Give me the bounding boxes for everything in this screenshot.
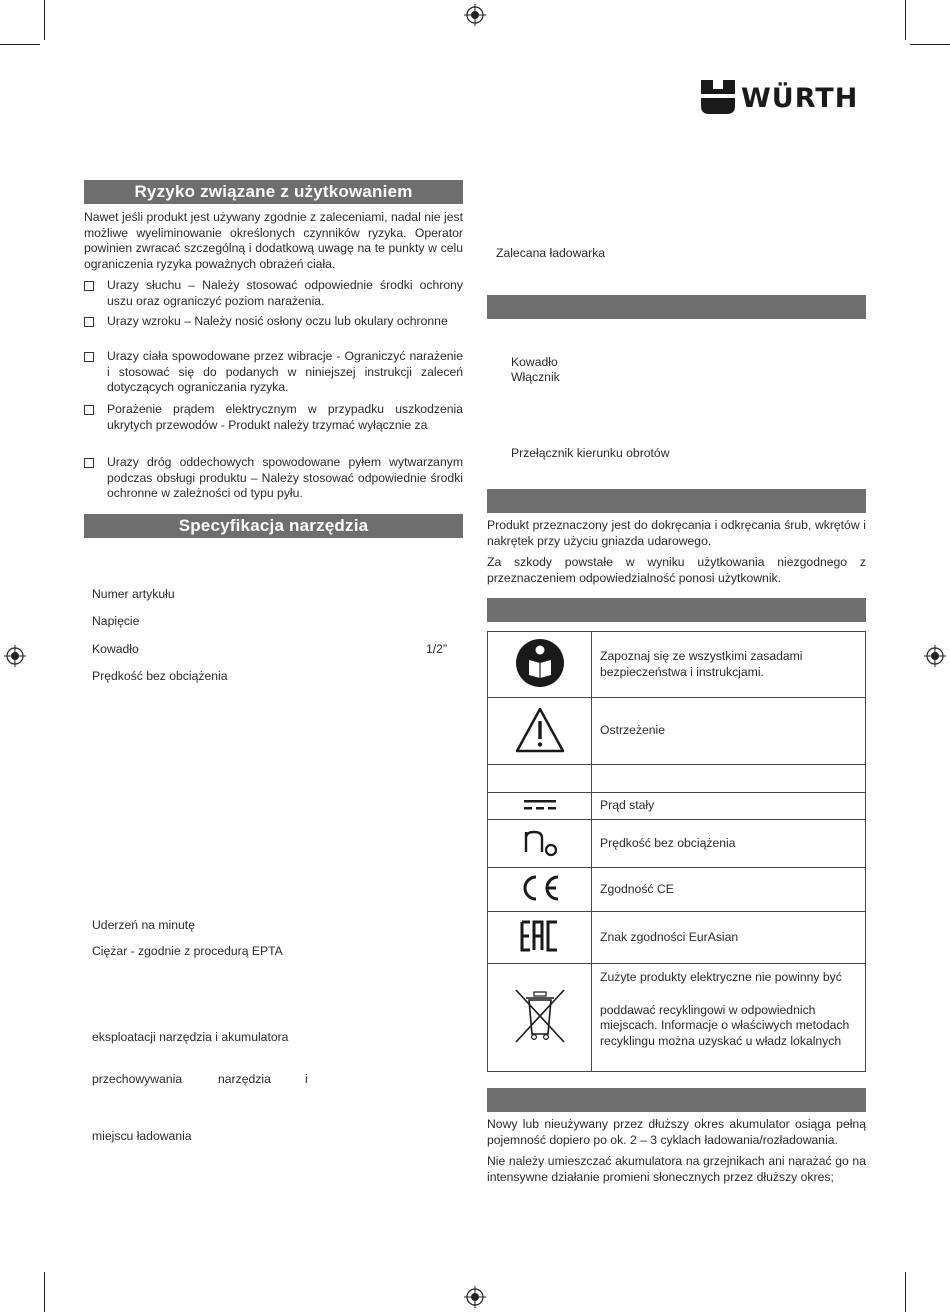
table-row (488, 964, 866, 1072)
registration-mark-icon (464, 1286, 486, 1308)
symbol-icon-cell (488, 793, 592, 820)
symbol-icon-cell (488, 912, 592, 964)
symbol-icon-cell (488, 964, 592, 1072)
spec-section-header: Specyfikacja narzędzia (84, 514, 463, 538)
spec-label: Kowadło (92, 642, 139, 656)
table-row (488, 793, 866, 820)
checkbox-icon (84, 317, 94, 327)
table-row (488, 765, 866, 793)
symbol-desc-line: poddawać recyklingowi w odpowiednich miejscach. Informacje o właściwych metodach recyklingu można uzyskać u władz lokalnych (600, 1002, 850, 1048)
part-label: Kowadło (511, 355, 558, 369)
crossed-bin-icon (512, 986, 568, 1046)
read-manual-icon (515, 638, 565, 688)
crop-mark (44, 0, 45, 40)
crop-mark (905, 1272, 906, 1312)
symbol-desc-line: Zużyte produkty elektryczne nie powinny być (600, 970, 842, 984)
wurth-logo-mark-icon (701, 80, 735, 116)
warning-triangle-icon (514, 706, 566, 754)
battery-section-header (487, 1088, 866, 1112)
checkbox-icon (84, 405, 94, 415)
spec-label: Uderzeń na minutę (92, 918, 195, 932)
registration-mark-icon (4, 645, 26, 667)
symbol-icon-cell (488, 868, 592, 912)
wurth-logo-text: WÜRTH (741, 83, 859, 114)
direct-current-icon (524, 799, 556, 811)
parts-section-header (487, 295, 866, 319)
symbol-desc (592, 765, 866, 793)
symbol-desc: Znak zgodności EurAsian (592, 912, 866, 964)
eac-mark-icon (520, 920, 560, 952)
spec-value: 1/2” (426, 642, 448, 656)
spec-label: eksploatacji narzędzia i akumulatora (92, 1030, 289, 1044)
no-load-speed-icon (520, 824, 560, 860)
intended-use-text: Produkt przeznaczony jest do dokręcania i odkręcania śrub, wkrętów i nakrętek przy użyciu gniazda udarowego. (487, 518, 866, 548)
spec-label: Numer artykułu (92, 587, 175, 601)
part-label: Przełącznik kierunku obrotów (511, 446, 670, 460)
crop-mark (905, 0, 906, 40)
part-label: Włącznik (511, 370, 560, 384)
spec-label: i (305, 1072, 308, 1086)
symbol-icon-cell (488, 820, 592, 868)
spec-label: Prędkość bez obciążenia (92, 669, 228, 683)
symbol-icon-cell (488, 765, 592, 793)
battery-text: Nowy lub nieużywany przez dłuższy okres akumulator osiąga pełną pojemność dopiero po ok. 2 – 3 cyklach ładowania/rozładowania. (487, 1117, 866, 1147)
table-row (488, 698, 866, 765)
spec-label: miejscu ładowania (92, 1129, 192, 1143)
symbol-desc: Ostrzeżenie (592, 698, 866, 765)
symbol-desc (592, 964, 866, 1072)
crop-mark (0, 44, 40, 45)
intended-use-section-header (487, 489, 866, 513)
symbol-desc: Zgodność CE (592, 868, 866, 912)
symbol-desc: Zapoznaj się ze wszystkimi zasadami bezpieczeństwa i instrukcjami. (592, 632, 866, 698)
checkbox-icon (84, 281, 94, 291)
symbols-section-header (487, 598, 866, 622)
symbols-table (487, 631, 866, 1072)
spec-label: Ciężar - zgodnie z procedurą EPTA (92, 944, 283, 958)
crop-mark (44, 1272, 45, 1312)
symbol-icon-cell (488, 698, 592, 765)
checkbox-icon (84, 352, 94, 362)
table-row (488, 912, 866, 964)
crop-mark (910, 44, 950, 45)
intended-use-text: Za szkody powstałe w wyniku użytkowania niezgodnego z przeznaczeniem odpowiedzialność ponosi użytkownik. (487, 555, 866, 585)
charger-label: Zalecana ładowarka (496, 246, 606, 260)
symbol-desc: Prąd stały (592, 793, 866, 820)
wurth-logo (701, 80, 871, 118)
spec-label: przechowywania (92, 1072, 183, 1086)
symbol-desc: Prędkość bez obciążenia (592, 820, 866, 868)
ce-mark-icon (518, 873, 562, 903)
checkbox-icon (84, 458, 94, 468)
risk-intro: Nawet jeśli produkt jest używany zgodnie z zaleceniami, nadal nie jest możliwe wyeliminowanie określonych czynników ryzyka. Operator powinien zwracać szczególną i dodatkową uwagę na te punkty w celu ograniczenia ryzyka poważnych obrażeń ciała. (84, 210, 463, 271)
registration-mark-icon (464, 4, 486, 26)
symbol-icon-cell (488, 632, 592, 698)
risk-section-header: Ryzyko związane z użytkowaniem (84, 180, 463, 204)
table-row (488, 868, 866, 912)
battery-text: Nie należy umieszczać akumulatora na grzejnikach ani narażać go na intensywne działanie promieni słonecznych przez dłuższy okres; (487, 1154, 866, 1184)
spec-label: Napięcie (92, 614, 140, 628)
table-row (488, 632, 866, 698)
registration-mark-icon (924, 645, 946, 667)
spec-label: narzędzia (218, 1072, 271, 1086)
table-row (488, 820, 866, 868)
